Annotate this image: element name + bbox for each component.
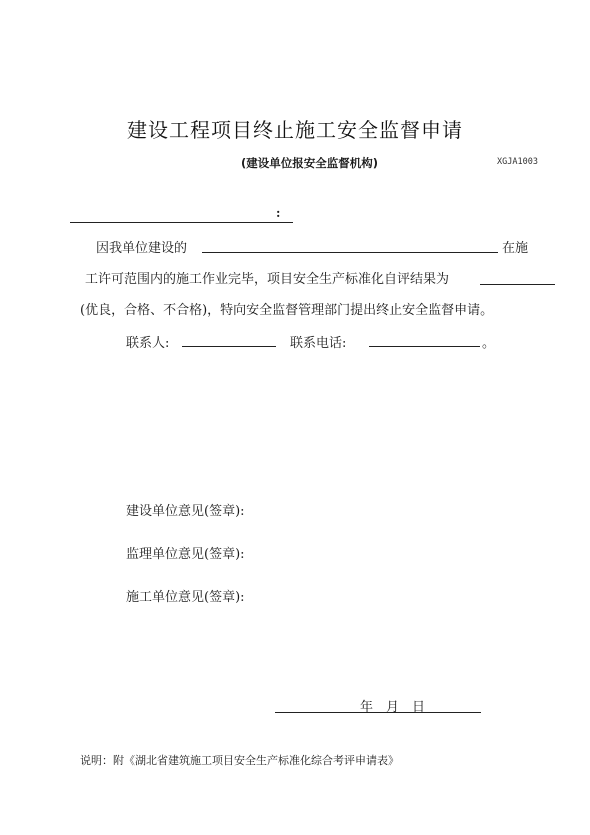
page-subtitle: (建设单位报安全监督机构) xyxy=(241,156,379,170)
form-code: XGJA1003 xyxy=(497,157,538,167)
self-evaluation-result-blank[interactable] xyxy=(480,284,555,285)
date-blank[interactable] xyxy=(275,712,481,713)
project-name-blank[interactable] xyxy=(202,252,498,253)
contact-end-mark: 。 xyxy=(482,336,496,351)
addressee-blank[interactable] xyxy=(70,222,293,223)
construction-unit-opinion: 建设单位意见(签章): xyxy=(126,504,245,519)
footer-note: 说明：附《湖北省建筑施工项目安全生产标准化综合考评申请表》 xyxy=(80,754,399,767)
contact-phone-label: 联系电话: xyxy=(290,336,347,351)
contact-person-blank[interactable] xyxy=(182,346,276,347)
supervision-unit-opinion: 监理单位意见(签章): xyxy=(126,547,245,562)
date-label: 年 月 日 xyxy=(360,700,426,715)
paragraph-line2: 工许可范围内的施工作业完毕，项目安全生产标准化自评结果为 xyxy=(85,272,450,287)
contact-person-label: 联系人: xyxy=(126,336,170,351)
construction-company-opinion: 施工单位意见(签章): xyxy=(126,590,245,605)
paragraph-line3: (优良，合格、不合格)，特向安全监督管理部门提出终止安全监督申请。 xyxy=(80,303,494,318)
page-title: 建设工程项目终止施工安全监督申请 xyxy=(127,118,463,142)
paragraph-line1-prefix: 因我单位建设的 xyxy=(96,241,188,256)
addressee-colon: : xyxy=(276,206,281,220)
paragraph-line1-suffix: 在施 xyxy=(502,241,529,256)
contact-phone-blank[interactable] xyxy=(369,346,480,347)
